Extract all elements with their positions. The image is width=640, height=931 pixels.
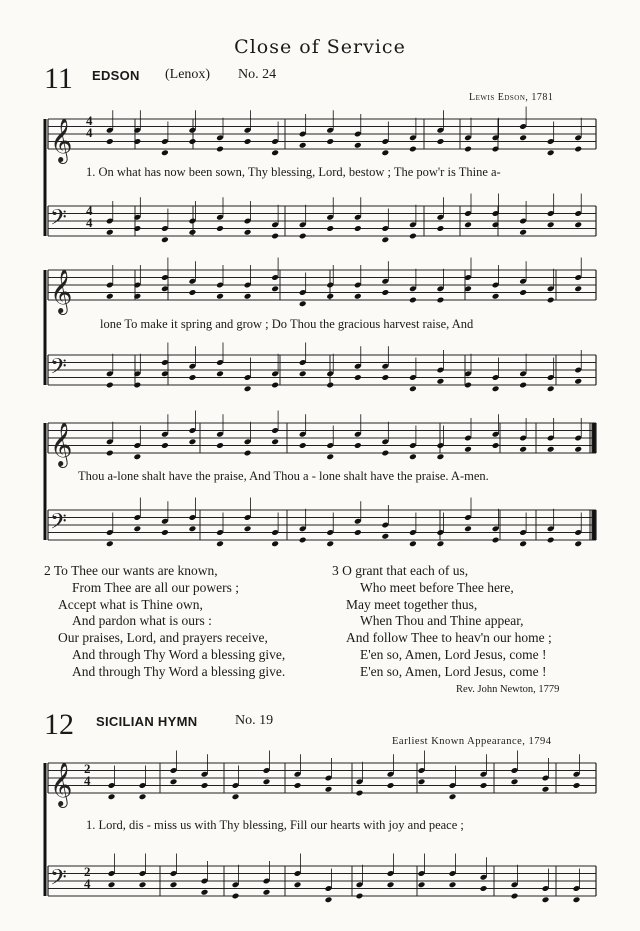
verse-3 [332,563,552,681]
verse-line: Accept what is Thine own, [58,596,203,612]
lyric-line: lone To make it spring and grow ; Do Thou the gracious harvest raise, And [100,317,474,331]
treble-clef-icon: 𝄞 [50,118,73,162]
section-title: Close of Service [234,36,406,58]
verse-line: E'en so, Amen, Lord Jesus, come ! [360,646,547,662]
hymn-number: 12 [44,708,74,741]
lyric-line: 1. Lord, dis - miss us with Thy blessing, Fill our hearts with joy and peace ; [86,818,464,832]
verse-line: Our praises, Lord, and prayers receive, [58,630,268,646]
hymn-number: 11 [44,62,73,95]
composer-credit: Earliest Known Appearance, 1794 [392,736,552,747]
lyric-line: 1. On what has now been sown, Thy blessing, Lord, bestow ; The pow'r is Thine a- [86,165,501,179]
treble-clef-icon: 𝄞 [50,422,73,466]
bass-clef-icon: 𝄢 [50,865,67,896]
verse-line: When Thou and Thine appear, [360,613,524,629]
bass-clef-icon: 𝄢 [50,205,67,236]
time-signature: 4 4 [86,113,93,140]
verse-line: And follow Thee to heav'n our home ; [346,630,552,646]
tune-name: EDSON [92,68,140,83]
verse-line: And through Thy Word a blessing give. [72,663,286,679]
alternate-tune-name: (Lenox) [165,67,211,82]
verse-line: And through Thy Word a blessing give, [72,646,286,662]
tune-name: SICILIAN HYMN [96,714,198,729]
lyric-line: Thou a-lone shalt have the praise, And Thou a - lone shalt have the praise. A-men. [78,469,489,483]
verse-line: Who meet before Thee here, [360,579,514,595]
bass-clef-icon: 𝄢 [50,509,67,540]
verse-line: E'en so, Amen, Lord Jesus, come ! [360,663,547,679]
verse-2 [44,563,285,681]
text-author: Rev. John Newton, 1779 [456,684,560,695]
verse-line: May meet together thus, [346,596,478,612]
verse-line: 2 To Thee our wants are known, [44,563,218,578]
verse-line: And pardon what is ours : [72,613,212,629]
time-signature: 4 4 [86,203,93,230]
bass-clef-icon: 𝄢 [50,354,67,385]
treble-clef-icon: 𝄞 [50,762,73,806]
composer-credit: Lewis Edson, 1781 [469,92,554,103]
time-signature: 2 4 [84,761,91,788]
verse-line: 3 O grant that each of us, [332,563,469,578]
time-signature: 2 4 [84,864,91,891]
tune-reference: No. 19 [235,713,274,728]
treble-clef-icon: 𝄞 [50,269,73,313]
verse-line: From Thee are all our powers ; [72,579,239,595]
tune-reference: No. 24 [238,67,277,82]
